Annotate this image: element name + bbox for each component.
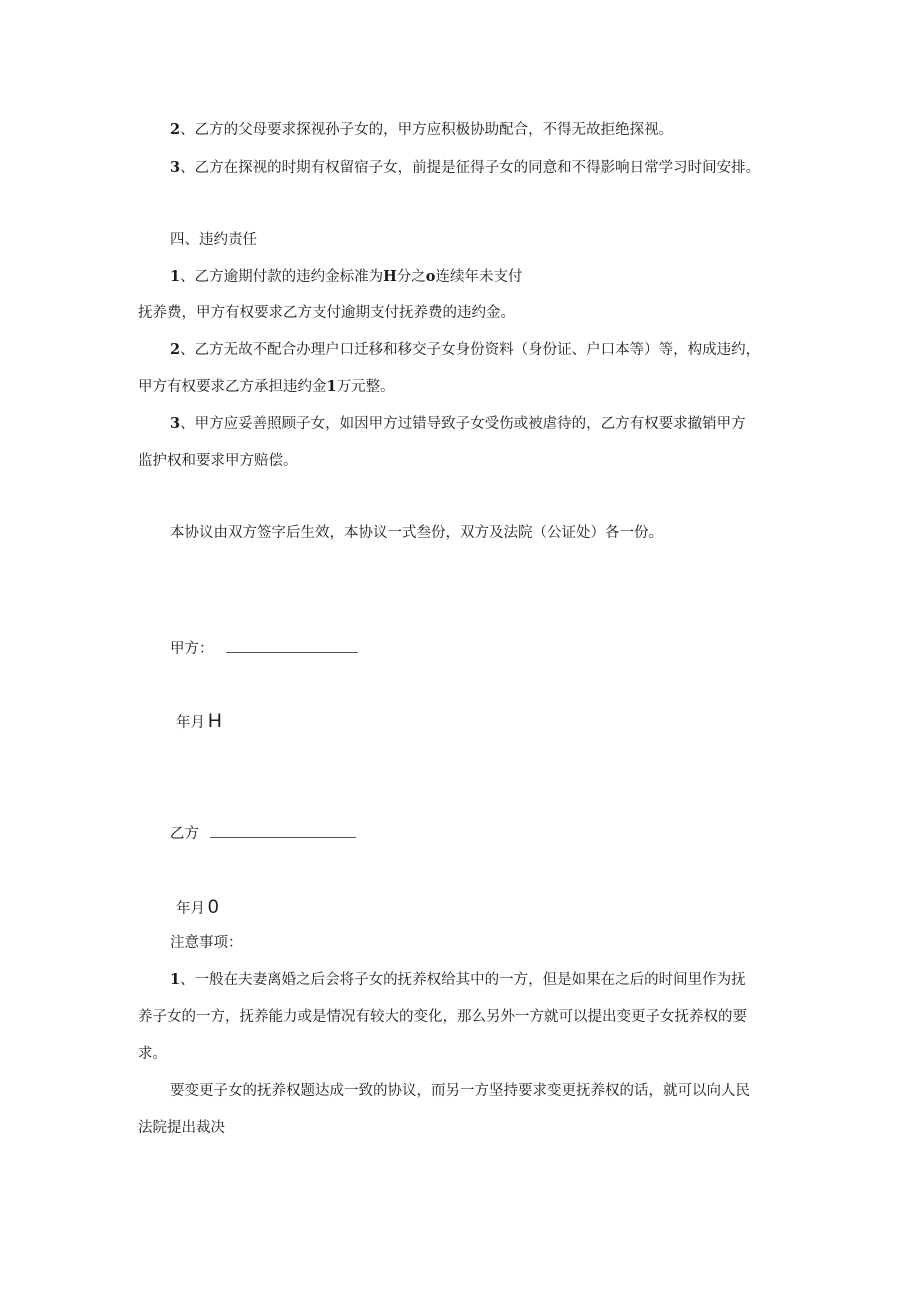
ocr-glyph-h: H (383, 268, 397, 285)
notes-heading: 注意事项： (170, 935, 243, 951)
item-text: 、甲方应妥善照顾子女，如因甲方过错导致子女受伤或被虐待的，乙方有权要求撤销甲方 (180, 416, 746, 432)
breach-item-3-line2: 监护权和要求甲方赔偿。 (138, 453, 298, 469)
item-text: 连续年未支付 (435, 269, 523, 285)
penalty-amount: 1 (326, 378, 337, 395)
party-b-date (176, 898, 219, 919)
item-text: 、乙方的父母要求探视孙子女的，甲方应积极协助配合，不得无故拒绝探视。 (180, 122, 674, 138)
notes-item-1-line3: 求。 (138, 1046, 167, 1062)
party-a-signature-line[interactable] (226, 638, 358, 653)
notes-item-1-line1 (170, 970, 746, 990)
breach-item-1-line1 (170, 267, 522, 287)
item-number: 3 (170, 159, 181, 176)
visitation-item-2 (170, 120, 673, 140)
date-glyph: 0 (208, 897, 219, 918)
visitation-item-3 (170, 158, 760, 178)
item-text: 甲方有权要求乙方承担违约金 (138, 379, 327, 395)
effect-clause: 本协议由双方签字后生效，本协议一式叁份，双方及法院（公证处）各一份。 (170, 525, 663, 541)
notes-para-2-line2: 法院提出裁决 (138, 1120, 225, 1136)
item-number: 2 (170, 121, 181, 138)
notes-item-1-line2: 养子女的一方，抚养能力或是情况有较大的变化，那么另外一方就可以提出变更子女抚养权的要 (138, 1009, 747, 1025)
date-label: 年月 (176, 715, 205, 731)
breach-item-2-line2 (138, 377, 395, 397)
ocr-glyph-o: o (425, 268, 436, 285)
breach-item-2-line1 (170, 340, 760, 360)
item-text: 万元整。 (336, 379, 395, 395)
item-text: 、乙方在探视的时期有权留宿子女，前提是征得子女的同意和不得影响日常学习时间安排。 (180, 160, 761, 176)
breach-item-3-line1 (170, 414, 746, 434)
party-a-signature (170, 638, 358, 659)
item-text: 、乙方逾期付款的违约金标准为 (180, 269, 384, 285)
date-glyph: H (208, 711, 222, 732)
item-text: 、一般在夫妻离婚之后会将子女的抚养权给其中的一方，但是如果在之后的时间里作为抚 (180, 972, 746, 988)
party-a-date (176, 712, 222, 733)
item-number: 3 (170, 415, 181, 432)
item-number: 1 (170, 268, 181, 285)
breach-item-1-line2: 抚养费，甲方有权要求乙方支付逾期支付抚养费的违约金。 (138, 305, 515, 321)
date-label: 年月 (176, 901, 205, 917)
item-number: 2 (170, 341, 181, 358)
party-b-signature-line[interactable] (210, 823, 356, 838)
item-text: 、乙方无故不配合办理户口迁移和移交子女身份资料（身份证、户口本等）等，构成违约， (180, 342, 761, 358)
section-heading-breach: 四、违约责任 (170, 232, 257, 248)
item-number: 1 (170, 971, 181, 988)
party-a-label: 甲方： (170, 641, 214, 657)
item-text: 分之 (396, 269, 426, 285)
notes-para-2-line1: 要变更子女的抚养权题达成一致的协议，而另一方坚持要求变更抚养权的话，就可以向人民 (170, 1083, 750, 1099)
party-b-label: 乙方 (170, 826, 199, 842)
party-b-signature (170, 823, 356, 844)
